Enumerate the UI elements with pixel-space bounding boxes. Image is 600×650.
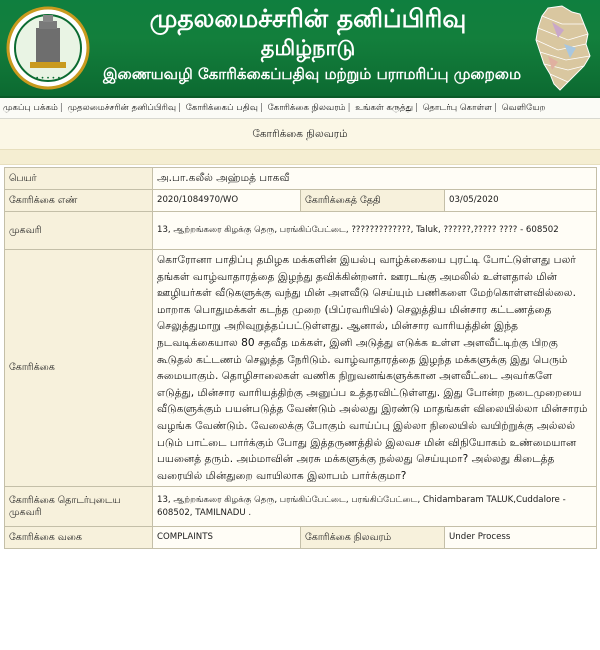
- nav-separator: |: [494, 103, 498, 113]
- row-petition: [5, 250, 597, 487]
- related-address-value: 13, ஆற்றங்கரை கிழக்கு தெரு, பரங்கிப்பேட்டை, பரங்கிப்பேட்டை, Chidambaram TALUK,Cuddalore - 608502, TAMILNADU .: [153, 487, 597, 527]
- nav-separator: |: [415, 103, 418, 113]
- nav-separator: |: [347, 103, 351, 113]
- nav-contact[interactable]: தொடர்பு கொள்ள: [422, 103, 493, 113]
- address-label: முகவரி: [5, 212, 153, 250]
- page-title: கோரிக்கை நிலவரம்: [0, 119, 600, 149]
- nav-home[interactable]: முகப்பு பக்கம்: [3, 103, 58, 113]
- petition-date-value: 03/05/2020: [445, 190, 597, 212]
- petition-text: கொரோனா பாதிப்பு தமிழக மக்களின் இயல்பு வாழ்க்கையை புரட்டி போட்டுள்ளது பலர் தங்கள் வாழ்வாதாரத்தை இழந்து தவிக்கின்றனர். ஊரடங்கு அமலில் உள்ளதால் மின் ஊழியர்கள் வீடுகளுக்கு வந்து மின் அளவீடு செய்யும் பணிகளை மேற்கொள்ளவில்லை. மாறாக பொதுமக்கள் கடந்த முறை (பிப்ரவரியில்) செலுத்திய மின்சார கட்டணத்தை செலுத்துமாறு அறிவுறுத்தப்பட்டுள்ளது. ஆனால், மின்சார வாரியத்தின் இந்த நடவடிக்கையால 80 சதவீத மக்கள், இனி அடுத்து எடுக்க உள்ள அளவீட்டிற்கு பிறகு கூடுதல் கட்டணம் செலுத்த நேரிடும். வாழ்வாதாரத்தை இழந்த மக்களுக்கு இது பெரும் சுமையாகும். தொழிசாலைகள் வணிக நிறுவனங்களுக்கான அளவீட்டை அவர்களே எடுத்து, மின்சார வாரியத்திற்கு அனுப்ப உத்தரவிட்டுள்ளது. இது போன்ற நடைமுறையை வீடுகளுக்கும் பயன்படுத்த வேண்டும் அல்லது இரண்டு மாதங்கள் விலையில்லா மின்சாரம் வழங்க வேண்டும். வேலைக்கு போகும் வாய்ப்பு இல்லா நிலையில் வயிற்றுக்கு அல்லல் படும் பாட்டை பார்க்கும் போது இத்தருணத்தில் இலவச மின் விநியோகம் உண்மையான பயனைத் தரும். அம்மாவின் அரசு மக்களுக்கு நல்லது செய்யுமா? அல்லது கிடைத்த வரையில் மின்துறை வாயிலாக இலாபம் பார்க்குமா?: [153, 250, 597, 487]
- section-divider: [0, 149, 600, 165]
- status-badge: Under Process: [445, 527, 597, 549]
- petition-status-label: கோரிக்கை நிலவரம்: [301, 527, 445, 549]
- nav-separator: |: [59, 103, 63, 113]
- related-address-label: கோரிக்கை தொடர்புடைய முகவரி: [5, 487, 153, 527]
- petition-number-label: கோரிக்கை எண்: [5, 190, 153, 212]
- nav-feedback[interactable]: உங்கள் கருத்து: [355, 103, 414, 113]
- name-label: பெயர்: [5, 168, 153, 190]
- tamilnadu-emblem-icon: [6, 6, 90, 90]
- petition-details-table: [4, 167, 597, 549]
- row-type-status: [5, 527, 597, 549]
- petition-label: கோரிக்கை: [5, 250, 153, 487]
- petition-date-label: கோரிக்கைத் தேதி: [301, 190, 445, 212]
- row-related-address: [5, 487, 597, 527]
- nav-petition-status[interactable]: கோரிக்கை நிலவரம்: [267, 103, 346, 113]
- nav-separator: |: [259, 103, 263, 113]
- petition-number-value: 2020/1084970/WO: [153, 190, 301, 212]
- header-title: முதலமைச்சரின் தனிப்பிரிவு: [149, 4, 467, 33]
- nav-register-petition[interactable]: கோரிக்கைப் பதிவு: [185, 103, 258, 113]
- nav-separator: |: [178, 103, 182, 113]
- petition-type-value: COMPLAINTS: [153, 527, 301, 549]
- tamilnadu-map-icon: [528, 4, 594, 92]
- nav-cm-cell[interactable]: முதலமைச்சரின் தனிப்பிரிவு: [67, 103, 177, 113]
- row-address: [5, 212, 597, 250]
- nav-logout[interactable]: வெளியேற: [501, 103, 546, 113]
- address-value: 13, ஆற்றங்கரை கிழக்கு தெரு, பரங்கிப்பேட்டை, ?????????????, Taluk, ??????,????? ???? - 608502: [153, 212, 597, 250]
- header-subtitle: தமிழ்நாடு: [260, 36, 356, 60]
- site-header: [0, 0, 600, 98]
- top-navigation: [0, 98, 600, 119]
- row-name: [5, 168, 597, 190]
- header-system-name: இணையவழி கோரிக்கைப்பதிவு மற்றும் பராமரிப்பு முறைமை: [102, 65, 522, 83]
- name-value: அ.பா.கலீல் அஹ்மத் பாகவீ: [153, 168, 597, 190]
- petition-type-label: கோரிக்கை வகை: [5, 527, 153, 549]
- svg-text:• • • • •: • • • • •: [35, 75, 61, 82]
- row-petition-number: [5, 190, 597, 212]
